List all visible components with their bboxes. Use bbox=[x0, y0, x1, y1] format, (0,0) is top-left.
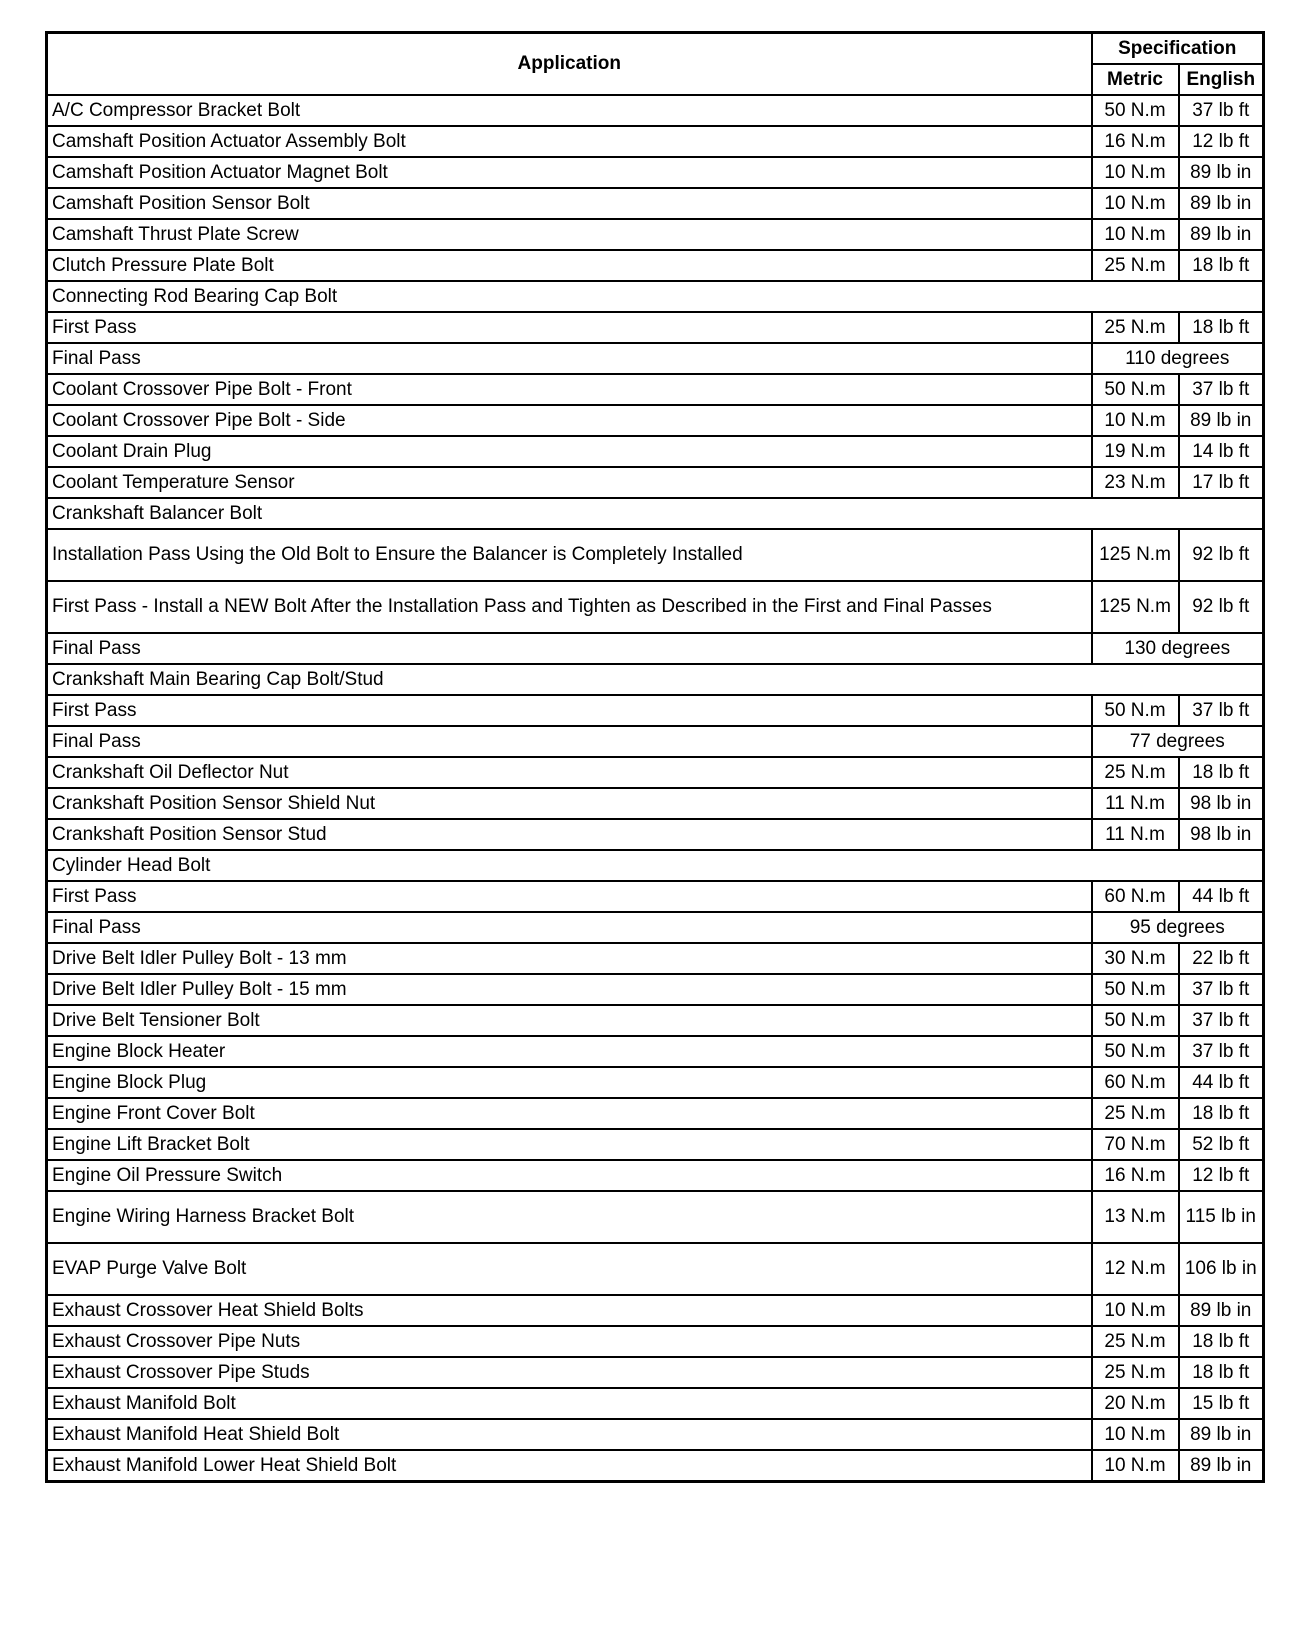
english-cell: 37 lb ft bbox=[1179, 1036, 1264, 1067]
metric-cell: 23 N.m bbox=[1092, 467, 1179, 498]
table-row bbox=[47, 529, 1264, 581]
table-row bbox=[47, 250, 1264, 281]
table-row bbox=[47, 405, 1264, 436]
english-cell: 18 lb ft bbox=[1179, 1098, 1264, 1129]
application-cell: Crankshaft Oil Deflector Nut bbox=[47, 757, 1092, 788]
metric-cell: 10 N.m bbox=[1092, 188, 1179, 219]
table-row bbox=[47, 188, 1264, 219]
application-cell: Engine Front Cover Bolt bbox=[47, 1098, 1092, 1129]
english-cell: 18 lb ft bbox=[1179, 312, 1264, 343]
english-cell: 17 lb ft bbox=[1179, 467, 1264, 498]
table-row bbox=[47, 1450, 1264, 1482]
application-cell: Exhaust Manifold Bolt bbox=[47, 1388, 1092, 1419]
metric-cell: 10 N.m bbox=[1092, 405, 1179, 436]
table-group-row bbox=[47, 498, 1264, 529]
english-cell: 37 lb ft bbox=[1179, 974, 1264, 1005]
english-cell: 18 lb ft bbox=[1179, 250, 1264, 281]
metric-cell: 11 N.m bbox=[1092, 819, 1179, 850]
application-cell: First Pass bbox=[47, 881, 1092, 912]
table-row bbox=[47, 157, 1264, 188]
english-cell: 15 lb ft bbox=[1179, 1388, 1264, 1419]
table-row bbox=[47, 1295, 1264, 1326]
group-application-cell: Crankshaft Main Bearing Cap Bolt/Stud bbox=[47, 664, 1264, 695]
metric-cell: 125 N.m bbox=[1092, 529, 1179, 581]
metric-cell: 11 N.m bbox=[1092, 788, 1179, 819]
metric-cell: 16 N.m bbox=[1092, 126, 1179, 157]
metric-cell: 25 N.m bbox=[1092, 757, 1179, 788]
angle-spec-cell: 77 degrees bbox=[1092, 726, 1264, 757]
table-row bbox=[47, 943, 1264, 974]
application-cell: Camshaft Position Actuator Assembly Bolt bbox=[47, 126, 1092, 157]
english-cell: 89 lb in bbox=[1179, 188, 1264, 219]
table-row bbox=[47, 219, 1264, 250]
english-cell: 89 lb in bbox=[1179, 157, 1264, 188]
metric-cell: 50 N.m bbox=[1092, 695, 1179, 726]
english-cell: 18 lb ft bbox=[1179, 757, 1264, 788]
english-cell: 98 lb in bbox=[1179, 819, 1264, 850]
metric-cell: 50 N.m bbox=[1092, 1036, 1179, 1067]
table-row bbox=[47, 1357, 1264, 1388]
application-cell: Drive Belt Idler Pulley Bolt - 13 mm bbox=[47, 943, 1092, 974]
application-cell: Installation Pass Using the Old Bolt to Ensure the Balancer is Completely Installed bbox=[47, 529, 1092, 581]
metric-cell: 16 N.m bbox=[1092, 1160, 1179, 1191]
application-cell: First Pass bbox=[47, 695, 1092, 726]
application-cell: Exhaust Manifold Lower Heat Shield Bolt bbox=[47, 1450, 1092, 1482]
table-body bbox=[47, 95, 1264, 1482]
metric-cell: 10 N.m bbox=[1092, 1295, 1179, 1326]
application-cell: Camshaft Position Sensor Bolt bbox=[47, 188, 1092, 219]
metric-cell: 25 N.m bbox=[1092, 1357, 1179, 1388]
english-cell: 12 lb ft bbox=[1179, 126, 1264, 157]
metric-cell: 70 N.m bbox=[1092, 1129, 1179, 1160]
table-row bbox=[47, 819, 1264, 850]
english-cell: 44 lb ft bbox=[1179, 881, 1264, 912]
metric-cell: 19 N.m bbox=[1092, 436, 1179, 467]
application-cell: Coolant Crossover Pipe Bolt - Front bbox=[47, 374, 1092, 405]
english-cell: 22 lb ft bbox=[1179, 943, 1264, 974]
group-application-cell: Connecting Rod Bearing Cap Bolt bbox=[47, 281, 1264, 312]
table-header bbox=[47, 33, 1264, 96]
table-row bbox=[47, 1098, 1264, 1129]
table-row bbox=[47, 374, 1264, 405]
english-cell: 92 lb ft bbox=[1179, 529, 1264, 581]
group-application-cell: Cylinder Head Bolt bbox=[47, 850, 1264, 881]
group-application-cell: Crankshaft Balancer Bolt bbox=[47, 498, 1264, 529]
metric-cell: 10 N.m bbox=[1092, 1450, 1179, 1482]
application-cell: Engine Lift Bracket Bolt bbox=[47, 1129, 1092, 1160]
metric-cell: 10 N.m bbox=[1092, 1419, 1179, 1450]
english-cell: 98 lb in bbox=[1179, 788, 1264, 819]
application-cell: Exhaust Crossover Pipe Studs bbox=[47, 1357, 1092, 1388]
table-row bbox=[47, 912, 1264, 943]
table-row bbox=[47, 1388, 1264, 1419]
metric-cell: 20 N.m bbox=[1092, 1388, 1179, 1419]
application-cell: First Pass bbox=[47, 312, 1092, 343]
metric-cell: 25 N.m bbox=[1092, 250, 1179, 281]
english-cell: 44 lb ft bbox=[1179, 1067, 1264, 1098]
application-cell: Engine Wiring Harness Bracket Bolt bbox=[47, 1191, 1092, 1243]
english-cell: 115 lb in bbox=[1179, 1191, 1264, 1243]
english-cell: 106 lb in bbox=[1179, 1243, 1264, 1295]
application-cell: Exhaust Crossover Pipe Nuts bbox=[47, 1326, 1092, 1357]
angle-spec-cell: 110 degrees bbox=[1092, 343, 1264, 374]
table-row bbox=[47, 1036, 1264, 1067]
application-cell: Engine Block Heater bbox=[47, 1036, 1092, 1067]
application-cell: A/C Compressor Bracket Bolt bbox=[47, 95, 1092, 126]
table-row bbox=[47, 467, 1264, 498]
english-cell: 37 lb ft bbox=[1179, 695, 1264, 726]
english-cell: 37 lb ft bbox=[1179, 374, 1264, 405]
english-cell: 89 lb in bbox=[1179, 1295, 1264, 1326]
table-row bbox=[47, 1160, 1264, 1191]
application-cell: Exhaust Crossover Heat Shield Bolts bbox=[47, 1295, 1092, 1326]
application-cell: Final Pass bbox=[47, 343, 1092, 374]
metric-cell: 13 N.m bbox=[1092, 1191, 1179, 1243]
metric-cell: 25 N.m bbox=[1092, 312, 1179, 343]
table-row bbox=[47, 126, 1264, 157]
application-cell: Camshaft Position Actuator Magnet Bolt bbox=[47, 157, 1092, 188]
table-row bbox=[47, 1243, 1264, 1295]
table-row bbox=[47, 1326, 1264, 1357]
application-cell: Exhaust Manifold Heat Shield Bolt bbox=[47, 1419, 1092, 1450]
torque-spec-table bbox=[45, 31, 1265, 1483]
application-cell: Final Pass bbox=[47, 912, 1092, 943]
metric-cell: 50 N.m bbox=[1092, 374, 1179, 405]
table-row bbox=[47, 1067, 1264, 1098]
application-cell: Drive Belt Idler Pulley Bolt - 15 mm bbox=[47, 974, 1092, 1005]
metric-cell: 10 N.m bbox=[1092, 157, 1179, 188]
table-row bbox=[47, 974, 1264, 1005]
table-row bbox=[47, 95, 1264, 126]
application-cell: Crankshaft Position Sensor Shield Nut bbox=[47, 788, 1092, 819]
application-cell: Coolant Crossover Pipe Bolt - Side bbox=[47, 405, 1092, 436]
application-cell: Crankshaft Position Sensor Stud bbox=[47, 819, 1092, 850]
table-row bbox=[47, 726, 1264, 757]
header-specification: Specification bbox=[1092, 33, 1264, 65]
metric-cell: 125 N.m bbox=[1092, 581, 1179, 633]
metric-cell: 50 N.m bbox=[1092, 1005, 1179, 1036]
english-cell: 89 lb in bbox=[1179, 219, 1264, 250]
application-cell: Camshaft Thrust Plate Screw bbox=[47, 219, 1092, 250]
table-row bbox=[47, 1419, 1264, 1450]
english-cell: 18 lb ft bbox=[1179, 1357, 1264, 1388]
metric-cell: 12 N.m bbox=[1092, 1243, 1179, 1295]
english-cell: 92 lb ft bbox=[1179, 581, 1264, 633]
metric-cell: 30 N.m bbox=[1092, 943, 1179, 974]
metric-cell: 50 N.m bbox=[1092, 95, 1179, 126]
application-cell: Engine Oil Pressure Switch bbox=[47, 1160, 1092, 1191]
application-cell: Final Pass bbox=[47, 726, 1092, 757]
header-metric: Metric bbox=[1092, 64, 1179, 95]
table-row bbox=[47, 436, 1264, 467]
application-cell: Engine Block Plug bbox=[47, 1067, 1092, 1098]
application-cell: First Pass - Install a NEW Bolt After the Installation Pass and Tighten as Described in the First and Final Passes bbox=[47, 581, 1092, 633]
table-row bbox=[47, 881, 1264, 912]
english-cell: 37 lb ft bbox=[1179, 95, 1264, 126]
english-cell: 14 lb ft bbox=[1179, 436, 1264, 467]
application-cell: EVAP Purge Valve Bolt bbox=[47, 1243, 1092, 1295]
metric-cell: 60 N.m bbox=[1092, 881, 1179, 912]
table-row bbox=[47, 695, 1264, 726]
application-cell: Final Pass bbox=[47, 633, 1092, 664]
table-row bbox=[47, 788, 1264, 819]
application-cell: Clutch Pressure Plate Bolt bbox=[47, 250, 1092, 281]
table-row bbox=[47, 633, 1264, 664]
table-row bbox=[47, 757, 1264, 788]
application-cell: Drive Belt Tensioner Bolt bbox=[47, 1005, 1092, 1036]
application-cell: Coolant Drain Plug bbox=[47, 436, 1092, 467]
application-cell: Coolant Temperature Sensor bbox=[47, 467, 1092, 498]
table-row bbox=[47, 1191, 1264, 1243]
table-row bbox=[47, 343, 1264, 374]
table-row bbox=[47, 1005, 1264, 1036]
header-english: English bbox=[1179, 64, 1264, 95]
angle-spec-cell: 130 degrees bbox=[1092, 633, 1264, 664]
table-group-row bbox=[47, 281, 1264, 312]
english-cell: 18 lb ft bbox=[1179, 1326, 1264, 1357]
table-group-row bbox=[47, 664, 1264, 695]
english-cell: 89 lb in bbox=[1179, 1450, 1264, 1482]
header-application: Application bbox=[47, 33, 1092, 96]
english-cell: 37 lb ft bbox=[1179, 1005, 1264, 1036]
english-cell: 52 lb ft bbox=[1179, 1129, 1264, 1160]
metric-cell: 25 N.m bbox=[1092, 1098, 1179, 1129]
metric-cell: 50 N.m bbox=[1092, 974, 1179, 1005]
table-group-row bbox=[47, 850, 1264, 881]
english-cell: 89 lb in bbox=[1179, 405, 1264, 436]
english-cell: 89 lb in bbox=[1179, 1419, 1264, 1450]
table-row bbox=[47, 312, 1264, 343]
english-cell: 12 lb ft bbox=[1179, 1160, 1264, 1191]
metric-cell: 25 N.m bbox=[1092, 1326, 1179, 1357]
table-row bbox=[47, 581, 1264, 633]
metric-cell: 60 N.m bbox=[1092, 1067, 1179, 1098]
metric-cell: 10 N.m bbox=[1092, 219, 1179, 250]
table-row bbox=[47, 1129, 1264, 1160]
angle-spec-cell: 95 degrees bbox=[1092, 912, 1264, 943]
